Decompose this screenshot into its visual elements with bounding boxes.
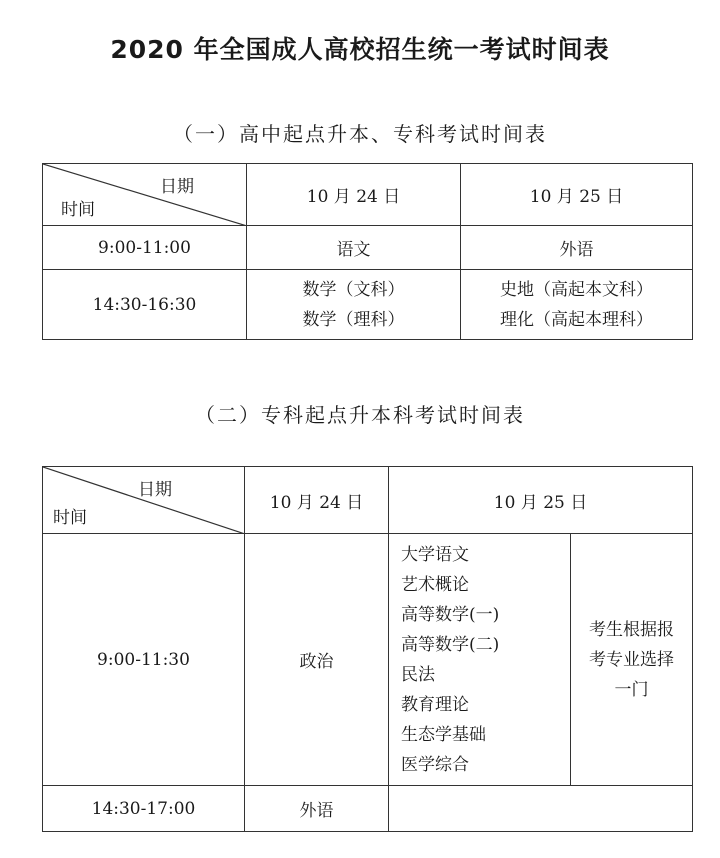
table-row (43, 270, 693, 340)
diagonal-header-cell (43, 467, 245, 534)
note-line: 考专业选择 (589, 649, 674, 670)
subject-line: 史地（高起本文科） (500, 279, 653, 300)
list-item: 高等数学(二) (401, 634, 500, 655)
subject-list-cell (389, 534, 571, 786)
time-label: 时间 (61, 200, 95, 220)
list-item: 教育理论 (401, 694, 469, 715)
table-row (43, 786, 693, 832)
subject-cell (247, 270, 461, 340)
subject-cell (461, 270, 693, 340)
subject-line: 理化（高起本理科） (500, 309, 653, 330)
list-item: 医学综合 (401, 754, 469, 775)
page-title: 2020 年全国成人高校招生统一考试时间表 (110, 35, 610, 64)
table-header-row (43, 467, 693, 534)
date-header: 10 月 24 日 (245, 467, 389, 534)
time-cell: 9:00-11:30 (43, 534, 245, 786)
list-item: 大学语文 (401, 544, 469, 565)
table1-schedule (42, 163, 693, 340)
diagonal-header-cell (43, 164, 247, 226)
table-row (43, 226, 693, 270)
list-item: 艺术概论 (401, 574, 469, 595)
time-label: 时间 (53, 508, 87, 528)
time-cell: 14:30-17:00 (43, 786, 245, 832)
note-cell (571, 534, 693, 786)
subject-cell: 语文 (247, 226, 461, 270)
time-cell: 14:30-16:30 (43, 270, 247, 340)
list-item: 高等数学(一) (401, 604, 500, 625)
subject-cell: 外语 (461, 226, 693, 270)
subject-line: 数学（文科） (302, 279, 405, 300)
subject-cell: 政治 (245, 534, 389, 786)
table2-schedule (42, 466, 693, 832)
date-header: 10 月 24 日 (247, 164, 461, 226)
table-row (43, 534, 693, 786)
date-label: 日期 (138, 480, 172, 500)
date-header: 10 月 25 日 (461, 164, 693, 226)
table2-heading: （二）专科起点升本科考试时间表 (195, 403, 525, 427)
note-line: 考生根据报 (589, 619, 674, 640)
table1-heading: （一）高中起点升本、专科考试时间表 (173, 122, 547, 146)
table-header-row (43, 164, 693, 226)
subject-cell: 外语 (245, 786, 389, 832)
date-header: 10 月 25 日 (389, 467, 693, 534)
list-item: 生态学基础 (401, 724, 486, 745)
empty-cell (389, 786, 693, 832)
date-label: 日期 (160, 177, 194, 197)
subject-line: 数学（理科） (302, 309, 405, 330)
list-item: 民法 (401, 664, 435, 685)
time-cell: 9:00-11:00 (43, 226, 247, 270)
note-line: 一门 (614, 679, 649, 700)
